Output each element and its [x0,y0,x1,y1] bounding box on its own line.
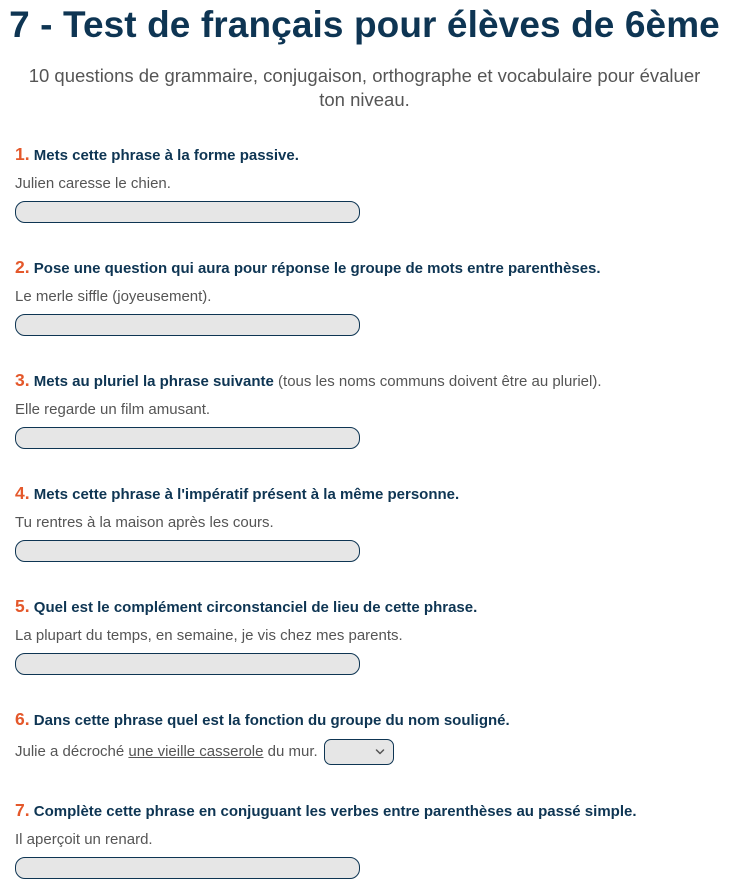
question-number: 4. [15,483,30,503]
question-6 [15,709,715,765]
question-heading [15,144,715,166]
question-heading [15,370,715,392]
question-5 [15,596,715,675]
question-text: Pose une question qui aura pour réponse le groupe de mots entre parenthèses. [33,260,601,277]
chevron-down-icon [375,747,385,757]
question-sentence: Julien caresse le chien. [15,175,171,192]
sentence-part-after: du mur. [263,743,318,760]
question-heading [15,483,715,505]
question-number: 7. [15,800,30,820]
question-text: Quel est le complément circonstanciel de lieu de cette phrase. [33,599,478,616]
question-heading [15,257,715,279]
question-note: (tous les noms communs doivent être au pluriel). [273,373,602,390]
question-number: 5. [15,596,30,616]
question-sentence-row [15,739,715,765]
question-heading [15,596,715,618]
question-1 [15,144,715,223]
question-sentence: Tu rentres à la maison après les cours. [15,514,274,531]
answer-input-1[interactable] [15,201,360,223]
answer-input-7[interactable] [15,857,360,879]
sentence-part-before: Julie a décroché [15,743,129,760]
question-2 [15,257,715,336]
question-sentence: Elle regarde un film amusant. [15,401,211,418]
question-number: 3. [15,370,30,390]
question-4 [15,483,715,562]
question-text: Mets cette phrase à la forme passive. [33,147,299,164]
question-sentence: Il aperçoit un renard. [15,831,153,848]
question-sentence: Le merle siffle (joyeusement). [15,288,212,305]
question-3 [15,370,715,449]
sentence-underlined-group: une vieille casserole [128,743,264,760]
question-text: Dans cette phrase quel est la fonction du groupe du nom souligné. [33,712,510,729]
page-title: 7 - Test de français pour élèves de 6ème [9,4,720,45]
question-heading [15,709,715,731]
page-subtitle: 10 questions de grammaire, conjugaison, orthographe et vocabulaire pour évaluer ton niveau. [28,65,701,110]
question-text: Mets cette phrase à l'impératif présent à la même personne. [33,486,460,503]
function-select[interactable] [324,739,394,765]
question-heading [15,800,715,822]
question-sentence: La plupart du temps, en semaine, je vis chez mes parents. [15,627,403,644]
answer-input-5[interactable] [15,653,360,675]
question-number: 6. [15,709,30,729]
answer-input-3[interactable] [15,427,360,449]
answer-input-4[interactable] [15,540,360,562]
question-7 [15,800,715,879]
question-text: Mets au pluriel la phrase suivante [33,373,274,390]
answer-input-2[interactable] [15,314,360,336]
question-number: 2. [15,257,30,277]
question-number: 1. [15,144,30,164]
question-text: Complète cette phrase en conjuguant les verbes entre parenthèses au passé simple. [33,803,637,820]
